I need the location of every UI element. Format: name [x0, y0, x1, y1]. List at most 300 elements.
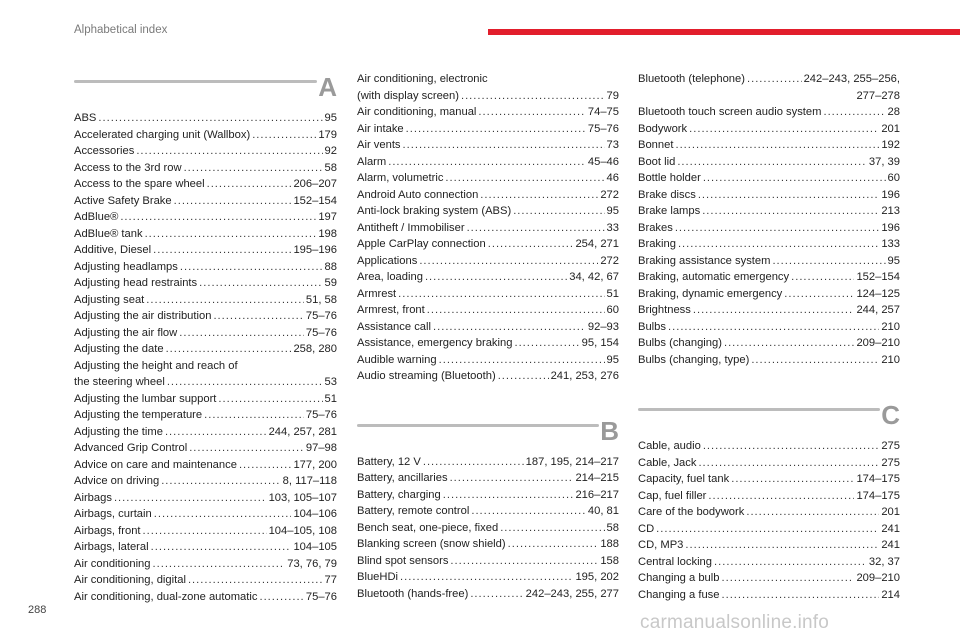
index-entry[interactable] — [357, 236, 619, 253]
dot-leader — [443, 487, 574, 504]
entry-pages: 244, 257 — [856, 304, 900, 316]
entry-pages: 179 — [318, 128, 337, 141]
index-entry[interactable] — [357, 187, 619, 204]
dot-leader — [184, 160, 323, 177]
entry-term: Android Auto connection — [357, 188, 479, 201]
dot-leader — [675, 220, 880, 237]
dot-leader — [151, 539, 292, 556]
entry-term: Active Safety Brake — [74, 194, 172, 207]
entry-pages: 196 — [881, 188, 900, 201]
section-a — [74, 74, 337, 605]
index-entry-heading: Adjusting the height and reach of — [74, 359, 238, 372]
dot-leader — [166, 341, 292, 358]
section-b-continued-entries — [638, 104, 900, 368]
index-entry[interactable] — [74, 226, 337, 243]
entry-pages: 275 — [881, 440, 900, 452]
entry-term: Adjusting the temperature — [74, 409, 203, 421]
index-entry[interactable] — [74, 341, 337, 358]
dot-leader — [703, 170, 886, 187]
index-entry[interactable] — [74, 193, 337, 210]
entry-pages: 210 — [881, 353, 900, 366]
entry-pages: 95 — [606, 353, 619, 366]
entry-pages: 51 — [606, 287, 619, 300]
dot-leader — [403, 137, 605, 154]
index-entry[interactable] — [357, 487, 619, 504]
dot-leader — [167, 374, 323, 391]
index-entry[interactable] — [638, 570, 900, 587]
index-entry[interactable] — [638, 236, 900, 253]
index-entry[interactable] — [357, 368, 619, 385]
dot-leader — [153, 556, 286, 573]
entry-term: Alarm — [357, 155, 387, 168]
entry-pages: 45–46 — [587, 155, 619, 168]
section-c — [638, 402, 900, 603]
index-entry[interactable] — [357, 536, 619, 553]
index-entry[interactable] — [74, 160, 337, 177]
index-entry[interactable] — [74, 572, 337, 589]
dot-leader — [98, 110, 322, 127]
entry-pages: 97–98 — [305, 442, 337, 454]
dot-leader — [724, 335, 854, 352]
index-entry[interactable] — [357, 503, 619, 520]
index-entry[interactable] — [638, 187, 900, 204]
dot-leader — [161, 473, 280, 490]
entry-pages: 174–175 — [856, 473, 900, 485]
entry-pages: 92–93 — [587, 320, 619, 333]
dot-leader — [439, 352, 605, 369]
index-entry[interactable] — [74, 490, 337, 507]
dot-leader — [698, 187, 880, 204]
index-entry[interactable] — [357, 302, 619, 319]
entry-term: Adjusting the lumbar support — [74, 392, 217, 405]
index-entry[interactable] — [357, 319, 619, 336]
index-entry[interactable] — [74, 259, 337, 276]
entry-term: Airbags, lateral — [74, 541, 149, 553]
header-title: Alphabetical index — [74, 24, 168, 36]
section-c-entries — [638, 438, 900, 603]
index-column-1 — [74, 74, 337, 605]
entry-pages: 258, 280 — [293, 343, 337, 355]
index-entry[interactable] — [74, 176, 337, 193]
entry-term: AdBlue® — [74, 211, 119, 223]
entry-pages: 104–106 — [293, 508, 337, 520]
entry-pages: 75–76 — [305, 590, 337, 603]
entry-pages: 201 — [881, 506, 900, 518]
index-entry[interactable] — [74, 523, 337, 540]
dot-leader — [698, 455, 879, 472]
index-entry[interactable] — [357, 170, 619, 187]
entry-pages: 88 — [324, 260, 337, 273]
index-entry[interactable] — [74, 143, 337, 160]
entry-term: Antitheft / Immobiliser — [357, 221, 465, 234]
index-entry[interactable] — [638, 587, 900, 604]
dot-leader — [714, 554, 867, 571]
entry-term: Brake discs — [638, 188, 696, 201]
entry-term: the steering wheel — [74, 376, 165, 388]
index-entry[interactable] — [74, 473, 337, 490]
dot-leader — [400, 569, 573, 586]
entry-term: Apple CarPlay connection — [357, 238, 486, 250]
entry-pages: 210 — [881, 320, 900, 333]
index-entry[interactable] — [638, 554, 900, 571]
index-entry[interactable] — [357, 569, 619, 586]
dot-leader — [120, 209, 316, 226]
entry-term: Advice on driving — [74, 475, 160, 487]
dot-leader — [470, 586, 523, 603]
entry-term: Advice on care and maintenance — [74, 458, 237, 471]
index-entry[interactable] — [638, 335, 900, 352]
dot-leader — [154, 506, 292, 523]
index-entry[interactable] — [74, 127, 337, 144]
index-entry[interactable] — [74, 440, 337, 457]
dot-leader — [136, 143, 322, 160]
entry-pages: 209–210 — [856, 337, 900, 349]
entry-term: Air vents — [357, 139, 401, 151]
dot-leader — [784, 286, 854, 303]
entry-pages: 209–210 — [856, 572, 900, 584]
index-entry[interactable] — [638, 104, 900, 121]
entry-term: Blind spot sensors — [357, 554, 449, 567]
entry-pages: 53 — [324, 376, 337, 388]
entry-term: Adjusting the date — [74, 343, 164, 355]
entry-term: Bulbs — [638, 320, 666, 333]
index-entry[interactable] — [357, 269, 619, 286]
entry-term: Alarm, volumetric — [357, 172, 444, 184]
entry-pages: 275 — [881, 456, 900, 469]
index-entry[interactable] — [638, 170, 900, 187]
index-entry[interactable] — [357, 104, 619, 121]
entry-term: Assistance, emergency braking — [357, 337, 513, 349]
watermark: carmanualsonline.info — [640, 612, 830, 633]
dot-leader — [165, 424, 267, 441]
dot-leader — [259, 589, 303, 606]
index-entry[interactable] — [74, 374, 337, 391]
index-entry[interactable] — [357, 352, 619, 369]
dot-leader — [213, 308, 303, 325]
index-entry[interactable] — [357, 203, 619, 220]
entry-pages: 241 — [881, 539, 900, 551]
entry-term: Adjusting the air distribution — [74, 310, 212, 322]
entry-pages-continued: 277–278 — [856, 89, 900, 102]
index-entry[interactable] — [357, 88, 619, 105]
dot-leader — [146, 292, 304, 309]
index-entry[interactable] — [638, 521, 900, 538]
entry-term: Applications — [357, 254, 418, 267]
index-entry[interactable] — [357, 335, 619, 352]
entry-term: Bench seat, one-piece, fixed — [357, 521, 499, 534]
index-entry[interactable] — [357, 137, 619, 154]
dot-leader — [678, 236, 879, 253]
dot-leader — [471, 503, 586, 520]
index-entry[interactable] — [357, 253, 619, 270]
entry-pages: 8, 117–118 — [282, 475, 337, 487]
entry-term: Battery, remote control — [357, 505, 470, 517]
entry-pages: 187, 195, 214–217 — [525, 455, 619, 468]
dot-leader — [668, 319, 879, 336]
index-entry[interactable] — [74, 110, 337, 127]
dot-leader — [179, 325, 304, 342]
entry-pages: 242–243, 255–256, — [803, 73, 900, 85]
entry-pages: 58 — [606, 521, 619, 534]
entry-pages: 73, 76, 79 — [287, 557, 337, 570]
entry-pages: 242–243, 255, 277 — [525, 587, 619, 600]
entry-term: Bulbs (changing, type) — [638, 353, 750, 366]
dot-leader — [751, 352, 879, 369]
index-entry[interactable] — [638, 471, 900, 488]
index-entry[interactable] — [638, 537, 900, 554]
entry-pages: 77 — [324, 574, 337, 586]
entry-term: Adjusting seat — [74, 293, 145, 306]
index-entry[interactable] — [638, 488, 900, 505]
section-letter-a: A — [318, 72, 337, 102]
entry-pages: 158 — [600, 554, 619, 567]
index-entry[interactable] — [638, 455, 900, 472]
entry-term: Accelerated charging unit (Wallbox) — [74, 128, 251, 141]
section-a-entries — [74, 110, 337, 605]
dot-leader — [189, 440, 304, 457]
index-entry[interactable] — [74, 275, 337, 292]
entry-pages: 33 — [606, 221, 619, 234]
entry-pages: 152–154 — [293, 194, 337, 207]
index-entry[interactable] — [74, 556, 337, 573]
dot-leader — [145, 226, 317, 243]
entry-term: Adjusting headlamps — [74, 260, 178, 273]
index-entry[interactable] — [638, 154, 900, 171]
index-entry[interactable] — [638, 504, 900, 521]
dot-leader — [419, 253, 598, 270]
index-entry[interactable] — [357, 454, 619, 471]
entry-term: Access to the 3rd row — [74, 161, 182, 174]
entry-pages: 51, 58 — [305, 293, 337, 306]
entry-pages: 174–175 — [856, 489, 900, 502]
index-entry[interactable] — [638, 121, 900, 138]
entry-term: Assistance call — [357, 320, 431, 333]
dot-leader — [480, 187, 598, 204]
entry-term: CD, MP3 — [638, 539, 684, 551]
entry-term: Braking — [638, 238, 676, 250]
entry-term: (with display screen) — [357, 89, 459, 102]
entry-pages: 92 — [324, 145, 337, 157]
index-entry[interactable] — [638, 71, 900, 88]
index-entry[interactable] — [74, 539, 337, 556]
index-entry[interactable] — [74, 457, 337, 474]
dot-leader — [478, 104, 585, 121]
entry-pages: 95 — [324, 112, 337, 124]
entry-term: Airbags, front — [74, 524, 141, 537]
dot-leader — [204, 407, 304, 424]
dot-leader — [180, 259, 323, 276]
entry-term: Anti-lock braking system (ABS) — [357, 205, 512, 217]
index-entry[interactable] — [638, 302, 900, 319]
entry-pages: 272 — [600, 188, 619, 201]
entry-term: Bottle holder — [638, 172, 701, 184]
entry-pages: 195–196 — [293, 244, 337, 256]
dot-leader — [791, 269, 854, 286]
entry-pages: 213 — [881, 205, 900, 217]
entry-pages: 58 — [324, 161, 337, 174]
entry-term: Brightness — [638, 304, 691, 316]
dot-leader — [433, 319, 586, 336]
entry-term: Bluetooth (hands-free) — [357, 587, 469, 600]
entry-term: Adjusting the time — [74, 425, 163, 438]
entry-pages: 214 — [881, 588, 900, 601]
entry-pages: 188 — [600, 538, 619, 550]
entry-pages: 28 — [887, 106, 900, 118]
entry-term: Advanced Grip Control — [74, 442, 188, 454]
index-entry[interactable] — [638, 203, 900, 220]
entry-term: Changing a bulb — [638, 572, 720, 584]
dot-leader — [500, 520, 604, 537]
entry-pages: 59 — [324, 277, 337, 289]
dot-leader — [685, 537, 879, 554]
entry-term: Bonnet — [638, 139, 674, 151]
index-entry[interactable] — [357, 553, 619, 570]
dot-leader — [702, 203, 879, 220]
entry-pages: 32, 37 — [868, 555, 900, 568]
dot-leader — [823, 104, 885, 121]
entry-pages: 133 — [881, 238, 900, 250]
entry-pages: 74–75 — [587, 106, 619, 118]
entry-pages: 95 — [887, 254, 900, 267]
entry-term: Battery, ancillaries — [357, 472, 448, 484]
index-entry[interactable] — [74, 407, 337, 424]
index-entry[interactable] — [74, 209, 337, 226]
dot-leader — [450, 470, 574, 487]
entry-pages: 75–76 — [305, 409, 337, 421]
entry-term: Audio streaming (Bluetooth) — [357, 370, 496, 382]
index-entry[interactable] — [638, 319, 900, 336]
index-entry[interactable] — [357, 586, 619, 603]
section-b-header — [357, 415, 619, 454]
dot-leader — [461, 88, 605, 105]
entry-pages: 196 — [881, 221, 900, 234]
index-entry[interactable] — [357, 121, 619, 138]
entry-term: Brakes — [638, 221, 673, 234]
entry-term: Braking, automatic emergency — [638, 271, 790, 283]
index-entry[interactable] — [357, 470, 619, 487]
dot-leader — [513, 203, 604, 220]
entry-pages: 177, 200 — [293, 458, 337, 471]
entry-term: Access to the spare wheel — [74, 178, 205, 190]
index-entry[interactable] — [74, 325, 337, 342]
index-entry[interactable] — [638, 438, 900, 455]
entry-pages: 79 — [606, 89, 619, 102]
entry-term: Air conditioning, dual-zone automatic — [74, 590, 258, 603]
index-entry[interactable] — [357, 154, 619, 171]
entry-pages: 195, 202 — [575, 571, 619, 583]
entry-pages: 198 — [318, 227, 337, 240]
entry-term: Bodywork — [638, 122, 688, 135]
dot-leader — [514, 335, 579, 352]
dot-leader — [488, 236, 574, 253]
index-entry[interactable] — [638, 220, 900, 237]
index-entry[interactable] — [74, 242, 337, 259]
entry-term: Air conditioning — [74, 557, 151, 570]
dot-leader — [708, 488, 854, 505]
index-entry[interactable] — [638, 137, 900, 154]
dot-leader — [114, 490, 267, 507]
dot-leader — [689, 121, 879, 138]
index-entry[interactable] — [74, 589, 337, 606]
entry-pages: 75–76 — [305, 310, 337, 322]
index-entry[interactable] — [357, 220, 619, 237]
entry-term: Care of the bodywork — [638, 506, 745, 518]
entry-pages: 95 — [606, 205, 619, 217]
dot-leader — [199, 275, 322, 292]
entry-pages: 241, 253, 276 — [550, 370, 619, 382]
entry-pages: 152–154 — [856, 271, 900, 283]
entry-term: Bluetooth (telephone) — [638, 73, 745, 85]
entry-term: AdBlue® tank — [74, 227, 143, 240]
index-entry[interactable] — [74, 424, 337, 441]
dot-leader — [425, 269, 567, 286]
entry-term: Cable, Jack — [638, 456, 697, 469]
entry-term: Audible warning — [357, 353, 437, 366]
section-b-entries — [357, 454, 619, 603]
entry-term: Boot lid — [638, 155, 676, 168]
entry-term: Cable, audio — [638, 440, 701, 452]
entry-pages: 75–76 — [587, 122, 619, 135]
dot-leader — [388, 154, 586, 171]
index-entry[interactable] — [74, 506, 337, 523]
index-entry-heading: Air conditioning, electronic — [357, 73, 488, 85]
dot-leader — [153, 242, 291, 259]
dot-leader — [721, 587, 879, 604]
index-entry[interactable] — [357, 286, 619, 303]
entry-pages: 197 — [318, 211, 337, 223]
section-a-continued-entries — [357, 71, 619, 385]
entry-pages: 216–217 — [575, 488, 619, 501]
entry-term: Blanking screen (snow shield) — [357, 538, 506, 550]
entry-pages: 73 — [606, 139, 619, 151]
entry-pages: 51 — [324, 392, 337, 405]
section-b — [357, 415, 619, 603]
dot-leader — [772, 253, 885, 270]
index-entry[interactable] — [357, 520, 619, 537]
section-a-header — [74, 74, 337, 110]
index-entry[interactable] — [638, 269, 900, 286]
entry-pages: 60 — [606, 304, 619, 316]
entry-term: Central locking — [638, 555, 712, 568]
header-accent-bar — [488, 29, 960, 35]
entry-term: Airbags — [74, 491, 112, 504]
index-entry[interactable] — [638, 352, 900, 369]
dot-leader — [508, 536, 599, 553]
index-entry[interactable] — [74, 292, 337, 309]
index-entry[interactable] — [74, 391, 337, 408]
dot-leader — [427, 302, 605, 319]
entry-pages: 272 — [600, 254, 619, 267]
dot-leader — [498, 368, 549, 385]
entry-term: Area, loading — [357, 271, 423, 283]
index-entry[interactable] — [638, 253, 900, 270]
index-entry[interactable] — [638, 286, 900, 303]
entry-pages: 241 — [881, 522, 900, 535]
entry-term: Additive, Diesel — [74, 244, 152, 256]
section-divider — [638, 408, 880, 411]
entry-term: CD — [638, 522, 655, 535]
index-entry[interactable] — [74, 308, 337, 325]
dot-leader — [703, 438, 880, 455]
entry-term: Capacity, fuel tank — [638, 473, 730, 485]
index-column-2 — [357, 71, 619, 602]
dot-leader — [450, 553, 598, 570]
entry-pages: 201 — [881, 122, 900, 135]
dot-leader — [398, 286, 604, 303]
entry-pages: 124–125 — [856, 287, 900, 300]
dot-leader — [722, 570, 855, 587]
entry-pages: 60 — [887, 172, 900, 184]
